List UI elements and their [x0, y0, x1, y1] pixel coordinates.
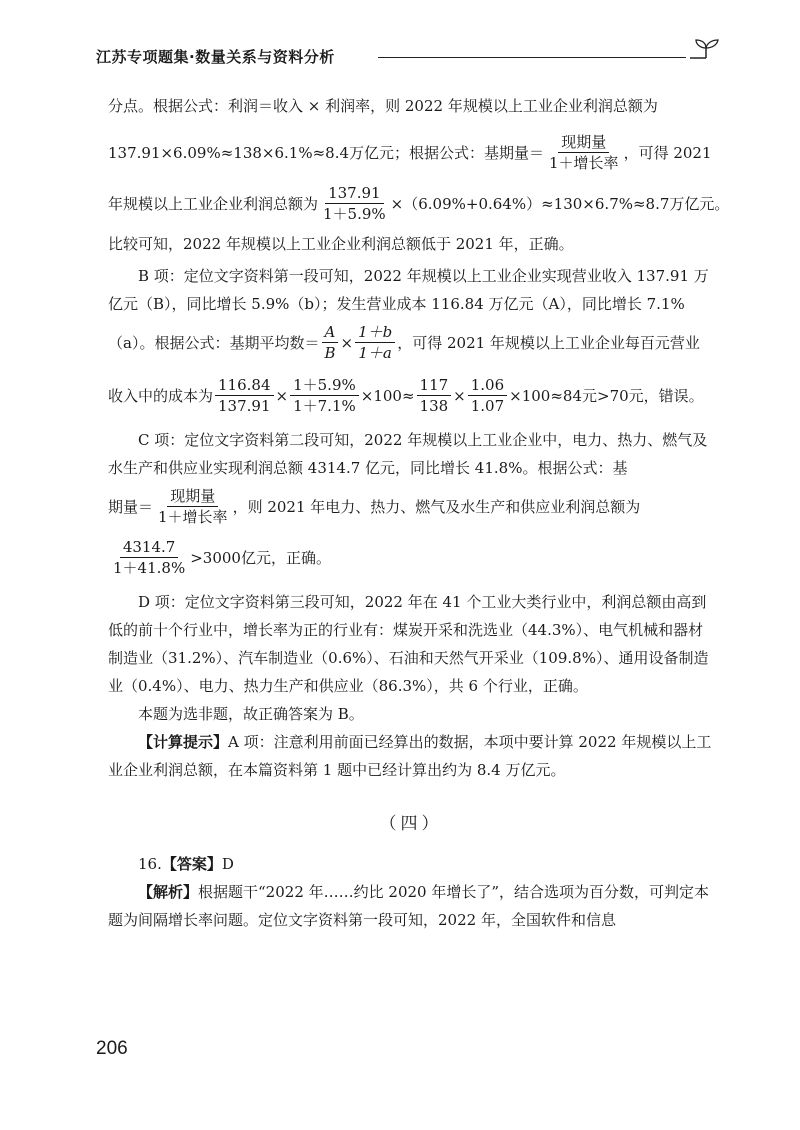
option-c-paragraph: C 项：定位文字资料第二段可知，2022 年规模以上工业企业中，电力、热力、燃气及水生产和供应业实现利润总额 4314.7 亿元，同比增长 41.8%。根据公式：基: [108, 431, 708, 477]
header-rule: [378, 57, 686, 58]
formula-line: 137.91×6.09%≈138×6.1%≈8.4万亿元；根据公式：基期量＝ $\frac{\text{现期量}}{\text{1＋增长率}}$ ，可得 2021: [108, 133, 712, 172]
question-16-answer: 16.【答案】D: [138, 855, 234, 873]
formula-line: 年规模以上工业企业利润总额为 $\frac{137.91}{1+5.9\%}$ ×（6.09%+0.64%）≈130×6.7%≈8.7万亿元。: [108, 184, 730, 223]
tip-label: 【计算提示】: [138, 733, 229, 751]
running-header: [96, 38, 720, 68]
sprout-icon: [688, 38, 720, 64]
option-b-paragraph: B 项：定位文字资料第一段可知，2022 年规模以上工业企业实现营业收入 137.91 万亿元（B），同比增长 5.9%（b）；发生营业成本 116.84 万亿元（A），同比增长 7.1%: [108, 267, 709, 313]
calculation-tip: [108, 728, 714, 784]
page-content: [108, 92, 730, 934]
tip-text: A 项：注意利用前面已经算出的数据，本项中要计算 2022 年规模以上工业企业利润总额，在本篇资料第 1 题中已经计算出约为 8.4 万亿元。: [108, 733, 712, 779]
formula-line: （a）。根据公式：基期平均数＝ $\frac{A}{B}$ × $\frac{1+b}{1+a}$ ，可得 2021 年规模以上工业企业每百元营业: [108, 323, 700, 362]
analysis-text: 根据题干“2022 年……约比 2020 年增长了”，结合选项为百分数，可判定本题为间隔增长率问题。定位文字资料第一段可知，2022 年，全国软件和信息: [108, 883, 710, 929]
formula-line: 收入中的成本为 $\frac{116.84}{137.91}$ × $\frac{1+5.9\%}{1+7.1\%}$ ×100≈ $\frac{117}{138}$ × $\frac{1.06}{1.07}$ ×100≈84元>70元，错误。: [108, 376, 704, 415]
fraction: $\frac{A}{B}$: [321, 322, 338, 363]
answer-label: 【答案】: [161, 855, 222, 873]
section-title: （四）: [379, 814, 443, 834]
fraction: $\frac{4314.7}{1+41.8\%}$: [113, 538, 186, 577]
analysis-label: 【解析】: [138, 883, 199, 901]
analysis-paragraph: [108, 878, 714, 934]
fraction: $\frac{137.91}{1+5.9\%}$: [323, 184, 386, 223]
fraction: $\frac{1+5.9\%}{1+7.1\%}$: [290, 375, 359, 416]
answer-value: D: [221, 855, 234, 873]
fraction: $\frac{1+b}{1+a}$: [355, 322, 395, 363]
fraction: $\frac{116.84}{137.91}$: [215, 375, 274, 416]
fraction: $\frac{\text{现期量}}{\text{1＋增长率}}$: [549, 133, 619, 172]
text-line: 分点。根据公式：利润＝收入 × 利润率，则 2022 年规模以上工业企业利润总额为: [108, 97, 658, 115]
formula-line: $\frac{4314.7}{1+41.8\%}$ >3000亿元，正确。: [108, 537, 714, 578]
formula-line: 期量＝ $\frac{\text{现期量}}{\text{1＋增长率}}$ ，则 2021 年电力、热力、燃气及水生产和供应业利润总额为: [108, 487, 641, 526]
page-number: 206: [96, 1038, 128, 1059]
header-title: 江苏专项题集·数量关系与资料分析: [96, 48, 335, 66]
fraction: $\frac{\text{现期量}}{\text{1＋增长率}}$: [158, 487, 228, 526]
fraction: $\frac{1.06}{1.07}$: [468, 375, 507, 416]
option-d-paragraph: D 项：定位文字资料第三段可知，2022 年在 41 个工业大类行业中，利润总额由高到低的前十个行业中，增长率为正的行业有：煤炭开采和洗选业（44.3%）、电气机械和器材制造业（31.2%）、汽车制造业（0.6%）、石油和天然气开采业（109.8%）、通用设备制造业（0.4%）、电力、热力生产和供应业（86.3%），共 6 个行业，正确。: [108, 593, 709, 695]
answer-note: 本题为选非题，故正确答案为 B。: [138, 705, 364, 723]
text-line: 比较可知，2022 年规模以上工业企业利润总额低于 2021 年，正确。: [108, 235, 574, 253]
fraction: $\frac{117}{138}$: [417, 375, 452, 416]
